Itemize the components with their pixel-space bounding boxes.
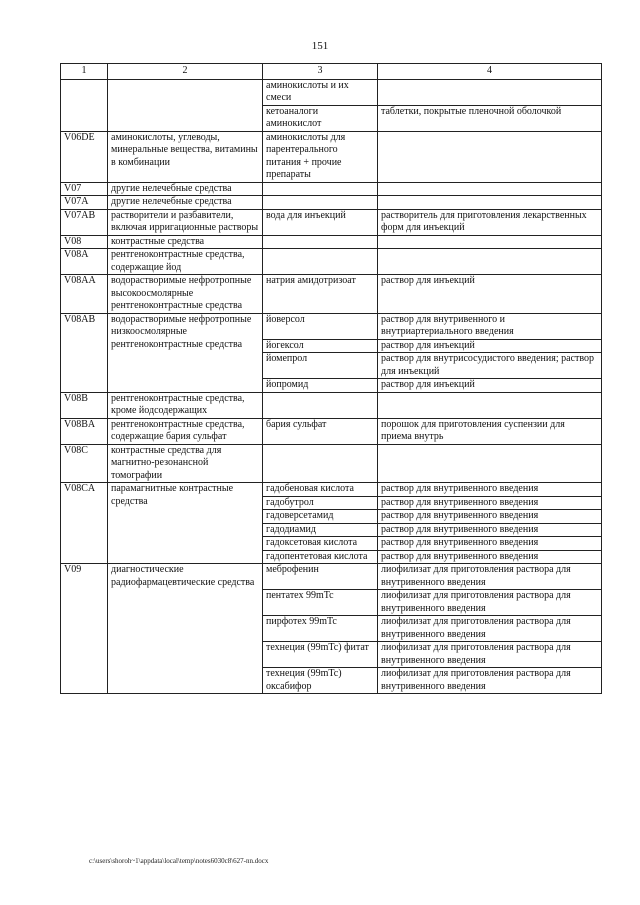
table-row bbox=[61, 79, 602, 105]
substance-cell bbox=[263, 235, 378, 249]
dosage-form-cell: раствор для внутривенного введения bbox=[378, 496, 602, 510]
table-row bbox=[61, 196, 602, 210]
substance-cell: йоверсол bbox=[263, 313, 378, 339]
substance-cell: гадопентетовая кислота bbox=[263, 550, 378, 564]
atc-group-cell: водорастворимые нефротропные низкоосмолярные рентгеноконтрастные средства bbox=[108, 313, 263, 392]
dosage-form-cell bbox=[378, 444, 602, 483]
dosage-form-cell: лиофилизат для приготовления раствора для внутривенного введения bbox=[378, 590, 602, 616]
atc-group-cell: парамагнитные контрастные средства bbox=[108, 483, 263, 564]
atc-group-cell: водорастворимые нефротропные высокоосмолярные рентгеноконтрастные средства bbox=[108, 275, 263, 314]
atc-code-cell bbox=[61, 79, 108, 131]
substance-cell: бария сульфат bbox=[263, 418, 378, 444]
atc-code-cell: V08AB bbox=[61, 313, 108, 392]
table-row bbox=[61, 418, 602, 444]
atc-group-cell: рентгеноконтрастные средства, кроме йодсодержащих bbox=[108, 392, 263, 418]
atc-group-cell: контрастные средства bbox=[108, 235, 263, 249]
dosage-form-cell: раствор для внутривенного и внутриартериального введения bbox=[378, 313, 602, 339]
column-header-group: 2 bbox=[108, 64, 263, 80]
dosage-form-cell: раствор для внутривенного введения bbox=[378, 550, 602, 564]
dosage-form-cell bbox=[378, 392, 602, 418]
atc-code-cell: V06DE bbox=[61, 131, 108, 182]
table-header-row bbox=[61, 64, 602, 80]
table-row bbox=[61, 313, 602, 339]
atc-code-cell: V08A bbox=[61, 249, 108, 275]
atc-group-cell: аминокислоты, углеводы, минеральные вещества, витамины в комбинации bbox=[108, 131, 263, 182]
table-row bbox=[61, 249, 602, 275]
atc-code-cell: V08B bbox=[61, 392, 108, 418]
footer-file-path: c:\users\shoroh~1\appdata\local\temp\notes6030c8\627-nn.docx bbox=[89, 857, 269, 865]
substance-cell: йомепрол bbox=[263, 353, 378, 379]
dosage-form-cell: лиофилизат для приготовления раствора для внутривенного введения bbox=[378, 564, 602, 590]
atc-group-cell: диагностические радиофармацевтические средства bbox=[108, 564, 263, 694]
substance-cell: кетоаналоги аминокислот bbox=[263, 105, 378, 131]
dosage-form-cell: раствор для внутрисосудистого введения; раствор для инъекций bbox=[378, 353, 602, 379]
dosage-form-cell: раствор для внутривенного введения bbox=[378, 510, 602, 524]
dosage-form-cell bbox=[378, 182, 602, 196]
substance-cell: аминокислоты и их смеси bbox=[263, 79, 378, 105]
dosage-form-cell: таблетки, покрытые пленочной оболочкой bbox=[378, 105, 602, 131]
atc-group-cell bbox=[108, 79, 263, 131]
column-header-substance: 3 bbox=[263, 64, 378, 80]
column-header-code: 1 bbox=[61, 64, 108, 80]
substance-cell bbox=[263, 196, 378, 210]
dosage-form-cell: лиофилизат для приготовления раствора для внутривенного введения bbox=[378, 668, 602, 694]
table-row bbox=[61, 275, 602, 314]
substance-cell bbox=[263, 444, 378, 483]
substance-cell: йогексол bbox=[263, 339, 378, 353]
atc-code-cell: V07 bbox=[61, 182, 108, 196]
dosage-form-cell: растворитель для приготовления лекарственных форм для инъекций bbox=[378, 209, 602, 235]
table-row bbox=[61, 444, 602, 483]
dosage-form-cell: раствор для внутривенного введения bbox=[378, 523, 602, 537]
dosage-form-cell: порошок для приготовления суспензии для приема внутрь bbox=[378, 418, 602, 444]
atc-group-cell: другие нелечебные средства bbox=[108, 182, 263, 196]
substance-cell: меброфенин bbox=[263, 564, 378, 590]
atc-code-cell: V08AA bbox=[61, 275, 108, 314]
atc-code-cell: V08C bbox=[61, 444, 108, 483]
table-body bbox=[61, 79, 602, 694]
atc-group-cell: рентгеноконтрастные средства, содержащие бария сульфат bbox=[108, 418, 263, 444]
substance-cell bbox=[263, 182, 378, 196]
substance-cell: гадоверсетамид bbox=[263, 510, 378, 524]
atc-code-cell: V08CA bbox=[61, 483, 108, 564]
atc-code-cell: V08BA bbox=[61, 418, 108, 444]
dosage-form-cell: лиофилизат для приготовления раствора для внутривенного введения bbox=[378, 642, 602, 668]
substance-cell: пентатех 99mTc bbox=[263, 590, 378, 616]
table-row bbox=[61, 131, 602, 182]
atc-code-cell: V07A bbox=[61, 196, 108, 210]
dosage-form-cell bbox=[378, 131, 602, 182]
table-row bbox=[61, 564, 602, 590]
atc-code-cell: V09 bbox=[61, 564, 108, 694]
substance-cell: гадодиамид bbox=[263, 523, 378, 537]
dosage-form-cell: раствор для инъекций bbox=[378, 339, 602, 353]
dosage-form-cell: раствор для внутривенного введения bbox=[378, 483, 602, 497]
substance-cell: технеция (99mTc) фитат bbox=[263, 642, 378, 668]
dosage-form-cell bbox=[378, 196, 602, 210]
substance-cell bbox=[263, 249, 378, 275]
dosage-form-cell: раствор для инъекций bbox=[378, 275, 602, 314]
dosage-form-cell: лиофилизат для приготовления раствора для внутривенного введения bbox=[378, 616, 602, 642]
substance-cell bbox=[263, 392, 378, 418]
substance-cell: гадобеновая кислота bbox=[263, 483, 378, 497]
substance-cell: технеция (99mTc) оксабифор bbox=[263, 668, 378, 694]
table-row bbox=[61, 209, 602, 235]
atc-drug-table bbox=[60, 63, 602, 694]
substance-cell: гадоксетовая кислота bbox=[263, 537, 378, 551]
table-row bbox=[61, 483, 602, 497]
column-header-form: 4 bbox=[378, 64, 602, 80]
dosage-form-cell: раствор для инъекций bbox=[378, 379, 602, 393]
atc-code-cell: V07AB bbox=[61, 209, 108, 235]
substance-cell: гадобутрол bbox=[263, 496, 378, 510]
table-row bbox=[61, 392, 602, 418]
table-row bbox=[61, 182, 602, 196]
substance-cell: натрия амидотризоат bbox=[263, 275, 378, 314]
page-number: 151 bbox=[311, 40, 329, 52]
substance-cell: йопромид bbox=[263, 379, 378, 393]
atc-group-cell: другие нелечебные средства bbox=[108, 196, 263, 210]
dosage-form-cell bbox=[378, 79, 602, 105]
atc-group-cell: растворители и разбавители, включая ирригационные растворы bbox=[108, 209, 263, 235]
dosage-form-cell bbox=[378, 235, 602, 249]
atc-code-cell: V08 bbox=[61, 235, 108, 249]
dosage-form-cell: раствор для внутривенного введения bbox=[378, 537, 602, 551]
atc-group-cell: рентгеноконтрастные средства, содержащие йод bbox=[108, 249, 263, 275]
substance-cell: пирфотех 99mTc bbox=[263, 616, 378, 642]
dosage-form-cell bbox=[378, 249, 602, 275]
atc-group-cell: контрастные средства для магнитно-резонансной томографии bbox=[108, 444, 263, 483]
table-row bbox=[61, 235, 602, 249]
substance-cell: вода для инъекций bbox=[263, 209, 378, 235]
substance-cell: аминокислоты для парентерального питания + прочие препараты bbox=[263, 131, 378, 182]
